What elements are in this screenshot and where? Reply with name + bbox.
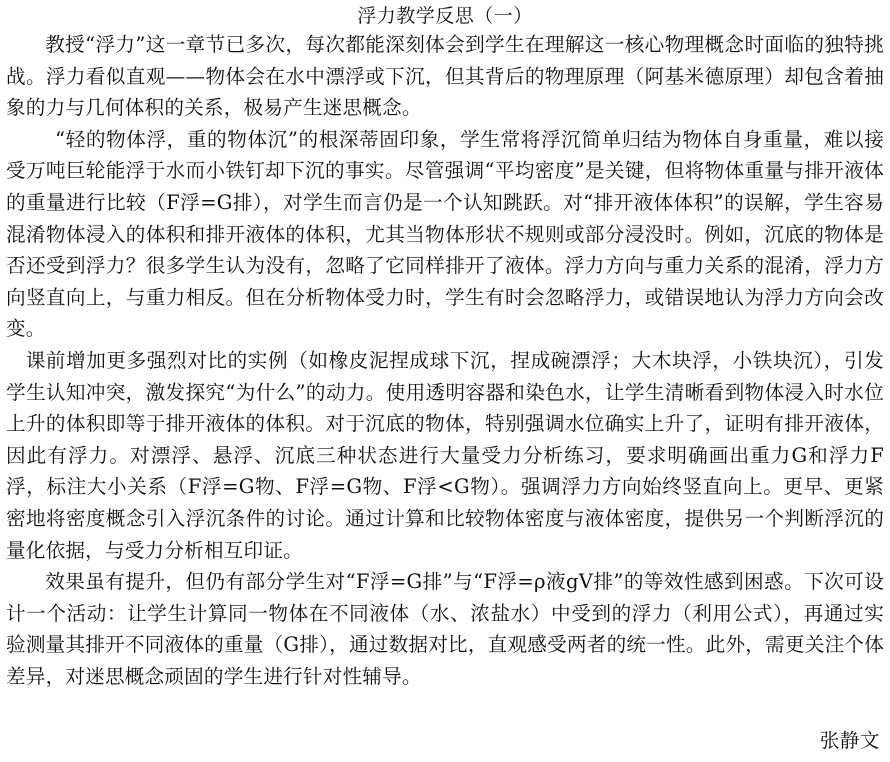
document-title: 浮力教学反思（一） [357,5,533,27]
paragraph-intro: 教授“浮力”这一章节已多次，每次都能深刻体会到学生在理解这一核心物理概念时面临的独特挑战。浮力看似直观——物体会在水中漂浮或下沉，但其背后的物理原理（阿基米德原理）却包含着抽象的力与几何体积的关系，极易产生迷思概念。 [6,33,884,120]
author-signature: 张静文 [819,729,880,752]
paragraph-reflection: 效果虽有提升，但仍有部分学生对“F浮=G排”与“F浮=ρ液gV排”的等效性感到困惑。下次可设计一个活动：让学生计算同一物体在不同液体（水、浓盐水）中受到的浮力（利用公式），再通过实验测量其排开不同液体的重量（G排），通过数据对比，直观感受两者的统一性。此外，需更关注个体差异，对迷思概念顽固的学生进行针对性辅导。 [6,570,884,688]
paragraph-misconceptions: “轻的物体浮，重的物体沉”的根深蒂固印象，学生常将浮沉简单归结为物体自身重量，难以接受万吨巨轮能浮于水而小铁钉却下沉的事实。尽管强调“平均密度”是关键，但将物体重量与排开液体的重量进行比较（F浮=G排），对学生而言仍是一个认知跳跃。对“排开液体体积”的误解，学生容易混淆物体浸入的体积和排开液体的体积，尤其当物体形状不规则或部分浸没时。例如，沉底的物体是否还受到浮力？很多学生认为没有，忽略了它同样排开了液体。浮力方向与重力关系的混淆，浮力方向竖直向上，与重力相反。但在分析物体受力时，学生有时会忽略浮力，或错误地认为浮力方向会改变。 [6,127,884,341]
document-page [6,4,884,758]
paragraph-strategies: 课前增加更多强烈对比的实例（如橡皮泥捏成球下沉，捏成碗漂浮；大木块浮，小铁块沉），引发学生认知冲突，激发探究“为什么”的动力。使用透明容器和染色水，让学生清晰看到物体浸入时水位上升的体积即等于排开液体的体积。对于沉底的物体，特别强调水位确实上升了，证明有排开液体，因此有浮力。对漂浮、悬浮、沉底三种状态进行大量受力分析练习，要求明确画出重力G和浮力F浮，标注大小关系（F浮=G物、F浮=G物、F浮<G物）。强调浮力方向始终竖直向上。更早、更紧密地将密度概念引入浮沉条件的讨论。通过计算和比较物体密度与液体密度，提供另一个判断浮沉的量化依据，与受力分析相互印证。 [6,348,884,562]
